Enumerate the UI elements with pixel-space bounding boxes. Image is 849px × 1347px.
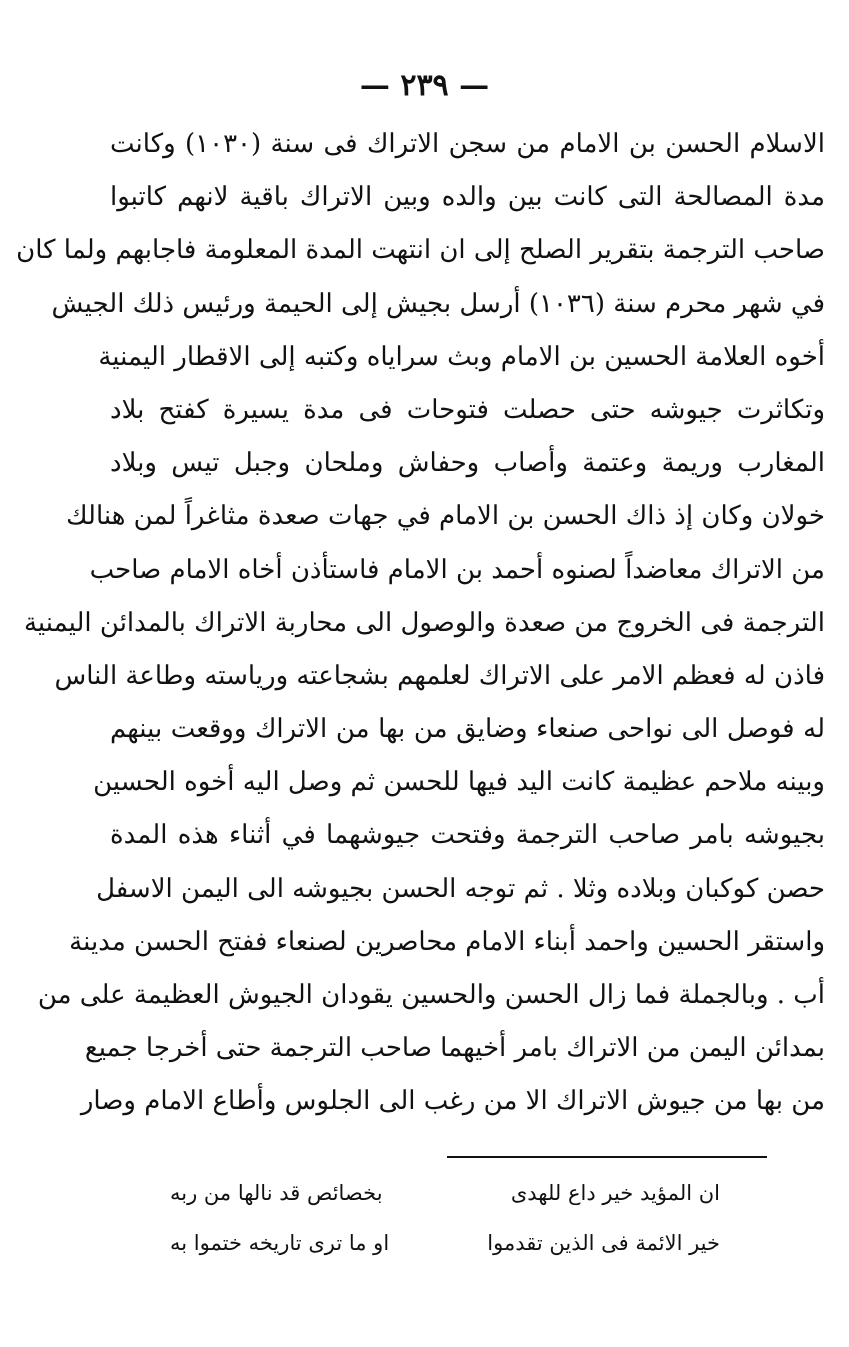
text-line: أخوه العلامة الحسين بن الامام وبث سراياه وكتبه إلى الاقطار اليمنية (98, 341, 825, 372)
verse-second-hemistich: او ما ترى تاريخه ختموا به (170, 1231, 390, 1255)
verse-line (170, 1168, 720, 1218)
text-line: له فوصل الى نواحى صنعاء وضايق من بها من الاتراك ووقعت بينهم (110, 714, 825, 745)
text-line: بجيوشه بامر صاحب الترجمة وفتحت جيوشهما في أثناء هذه المدة (110, 820, 825, 851)
verse-first-hemistich: ان المؤيد خير داع للهدى (510, 1181, 720, 1205)
text-line: الاسلام الحسن بن الامام من سجن الاتراك فى سنة (١٠٣٠) وكانت (110, 129, 826, 159)
text-line: أب . وبالجملة فما زال الحسن والحسين يقودان الجيوش العظيمة على من (37, 980, 825, 1010)
text-line: في شهر محرم سنة (١٠٣٦) أرسل بجيش إلى الحيمة ورئيس ذلك الجيش (51, 288, 825, 319)
text-line: فاذن له فعظم الامر على الاتراك لعلمهم بشجاعته ورياسته وطاعة الناس (54, 660, 825, 691)
text-line: مدة المصالحة التى كانت بين والده وبين الاتراك باقية لانهم كاتبوا (110, 182, 825, 213)
text-line: بمدائن اليمن من الاتراك بامر أخيهما صاحب الترجمة حتى أخرجا جميع (84, 1033, 825, 1064)
text-line: وبينه ملاحم عظيمة كانت اليد فيها للحسن ثم وصل اليه أخوه الحسين (93, 767, 825, 798)
text-line: من الاتراك معاضداً لصنوه أحمد بن الامام فاستأذن أخاه الامام صاحب (89, 554, 825, 585)
text-line: من بها من جيوش الاتراك الا من رغب الى الجلوس وأطاع الامام وصار (80, 1086, 825, 1117)
text-line: واستقر الحسين واحمد أبناء الامام محاصرين لصنعاء ففتح الحسن مدينة (69, 926, 825, 957)
footnote-rule (447, 1156, 767, 1158)
text-line: خولان وكان إذ ذاك الحسن بن الامام في جهات صعدة مثاغراً لمن هنالك (66, 501, 825, 532)
verse-line (170, 1218, 720, 1268)
page-number: — ٢٣٩ — (359, 68, 490, 103)
text-line: صاحب الترجمة بتقرير الصلح إلى ان انتهت المدة المعلومة فاجابهم ولما كان (16, 235, 825, 266)
text-line: وتكاثرت جيوشه حتى حصلت فتوحات فى مدة يسيرة كفتح بلاد (110, 394, 825, 425)
text-line: الترجمة فى الخروج من صعدة والوصول الى محاربة الاتراك بالمدائن اليمنية (23, 607, 825, 638)
verse-second-hemistich: بخصائص قد نالها من ربه (170, 1181, 383, 1205)
text-line: المغارب وريمة وعتمة وأصاب وحفاش وملحان وجبل تيس وبلاد (110, 448, 825, 479)
text-line: حصن كوكبان وبلاده وثلا . ثم توجه الحسن بجيوشه الى اليمن الاسفل (96, 873, 825, 904)
verse-first-hemistich: خير الائمة فى الذين تقدموا (487, 1231, 720, 1255)
body-text (16, 118, 826, 1129)
footnote-verses (170, 1168, 720, 1268)
